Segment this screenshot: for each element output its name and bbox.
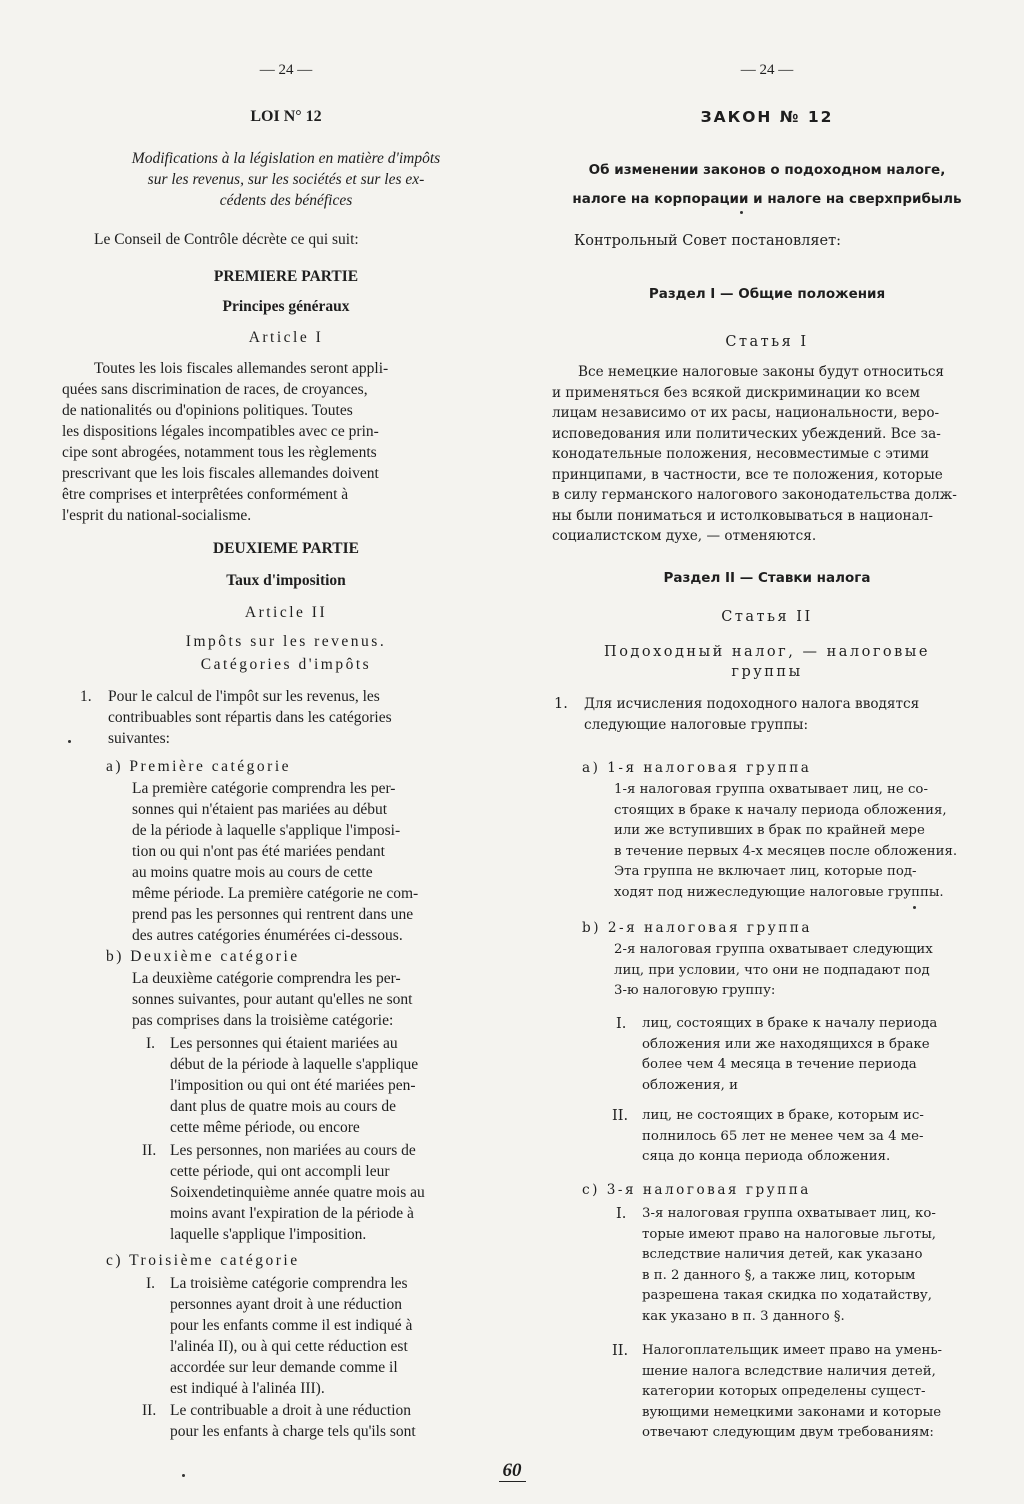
category-heading: с) 3-я налоговая группа <box>582 1182 811 1198</box>
part-heading: PREMIERE PARTIE <box>213 268 359 285</box>
subtitle-line: Modifications à la législation en matière d'impôts <box>131 150 441 167</box>
category-text: 1-я налоговая группа охватывает лиц, не со- стоящих в браке к началу периода обложения, или же вступивших в брак по крайней мере в течение первых 4-х месяцев после обложения. Эта группа не включает лиц, которые под- ходят под нижеследующие налоговые группы. <box>614 782 958 900</box>
paragraph-text: Pour le calcul de l'impôt sur les revenus, les contribuables sont répartis dans les catégories suivantes: <box>108 688 392 747</box>
category-text: La première catégorie comprendra les per- sonnes qui n'étaient pas mariées au début de la période à laquelle s'applique l'imposi- tion ou qui n'ont pas été mariées pendant au moins quatre mois au cours de cette même période. La première catégorie ne com- prend pas les personnes qui rentrent dans une des autres catégories énumérées ci-dessous. <box>132 780 419 944</box>
law-subtitle <box>62 148 510 211</box>
item-number: II. <box>142 1142 157 1159</box>
article-heading: Статья II <box>721 609 813 625</box>
item-number: I. <box>146 1275 156 1292</box>
law-title: LOI N° 12 <box>250 108 322 125</box>
article-paragraph: Все немецкие налоговые законы будут относиться и применяться без всякой дискриминации ко всем лицам независимо от их расы, национальности, веро- исповедования или политических убеждений. Все за- конодательные положения, несовместимые с этими принципами, в частности, все те положения, которые в силу германского налогового законодательства долж- ны были пониматься и истолковываться в национал- социалистском духе, — отменяются. <box>552 364 957 544</box>
section-heading: Раздел I — Общие положения <box>648 286 886 302</box>
article-heading: Article II <box>244 604 328 621</box>
part-subheading: Principes généraux <box>222 298 350 315</box>
article-paragraph: Toutes les lois fiscales allemandes seront appli- quées sans discrimination de races, de croyances, de nationalités ou d'opinions politiques. Toutes les dispositions légales incompatibles avec ce prin- cipe sont abrogées, notamment tous les règlements prescrivant que les lois fiscales allemandes doivent être comprises et interprêtées conformément à l'esprit du national-socialisme. <box>62 360 389 524</box>
article-subheading: Catégories d'impôts <box>200 656 372 673</box>
paragraph-number: 1. <box>80 688 92 705</box>
category-heading: b) Deuxième catégorie <box>106 948 300 965</box>
item-text: Les personnes qui étaient mariées au début de la période à laquelle s'applique l'imposition ou qui ont été mariées pen- dant plus de quatre mois au cours de cette même période, ou encore <box>170 1035 419 1136</box>
category-heading: c) Troisième catégorie <box>106 1252 300 1269</box>
part-subheading: Taux d'imposition <box>226 572 346 589</box>
article-heading: Article I <box>248 329 324 346</box>
item-number: I. <box>146 1035 156 1052</box>
subtitle-line: sur les revenus, sur les sociétés et sur les ex- <box>147 171 425 188</box>
category-text: La deuxième catégorie comprendra les per- sonnes suivantes, pour autant qu'elles ne sont pas comprises dans la troisième catégorie: <box>132 970 413 1029</box>
subtitle-line: Об изменении законов о подоходном налоге, <box>588 162 946 178</box>
item-number: I. <box>616 1206 627 1222</box>
item-text: Налогоплательщик имеет право на умень- шение налога вследствие наличия детей, категории которых определены сущест- вующими немецкими законами и которые отвечают следующим двум требованиям: <box>642 1343 943 1440</box>
item-number: II. <box>612 1108 629 1124</box>
item-text: Le contribuable a droit à une réduction pour les enfants à charge tels qu'ils sont <box>170 1402 416 1440</box>
page-footer-number: 60 <box>0 1460 1024 1482</box>
scan-speck <box>68 740 71 743</box>
subtitle-line: налоге на корпорации и налоге на сверхприбыль <box>572 191 962 207</box>
item-text: Les personnes, non mariées au cours de cette période, qui ont accompli leur Soixendetinquième année quatre mois au moins avant l'expiration de la période à laquelle s'applique l'imposition. <box>170 1142 425 1243</box>
scan-speck <box>740 211 743 214</box>
category-text: 2-я налоговая группа охватывает следующих лиц, при условии, что они не подпадают под 3-ю налоговую группу: <box>614 942 933 998</box>
item-number: I. <box>616 1016 627 1032</box>
law-subtitle <box>552 156 982 214</box>
category-heading: a) Première catégorie <box>106 758 292 775</box>
page-number: — 24 — <box>740 62 794 78</box>
law-title: ЗАКОН № 12 <box>700 108 834 126</box>
item-text: лиц, состоящих в браке к началу периода обложения или же находящихся в браке более чем 4 месяца в течение периода обложения, и <box>642 1016 938 1093</box>
category-heading: а) 1-я налоговая группа <box>582 760 812 776</box>
article-subheading: группы <box>731 664 803 680</box>
preamble: Le Conseil de Contrôle décrète ce qui suit: <box>94 231 359 248</box>
item-text: La troisième catégorie comprendra les personnes ayant droit à une réduction pour les enfants comme il est indiqué à l'alinéa II), ou à qui cette réduction est accordée sur leur demande comme il est indiqué à l'alinéa III). <box>170 1275 413 1397</box>
page-number: — 24 — <box>259 62 313 78</box>
preamble: Контрольный Совет постановляет: <box>574 233 842 249</box>
part-heading: DEUXIEME PARTIE <box>212 540 359 557</box>
article-subheading: Impôts sur les revenus. <box>185 633 387 650</box>
scan-speck <box>913 906 916 909</box>
article-subheading: Подоходный налог, — налоговые <box>604 644 930 660</box>
item-number: II. <box>142 1402 157 1419</box>
paragraph-text: Для исчисления подоходного налога вводятся следующие налоговые группы: <box>584 696 920 733</box>
item-text: лиц, не состоящих в браке, которым ис- полнилось 65 лет не менее чем за 4 ме- сяца до конца периода обложения. <box>642 1108 924 1164</box>
subtitle-line: cédents des bénéfices <box>219 192 353 209</box>
item-number: II. <box>612 1343 629 1359</box>
paragraph-number: 1. <box>554 696 568 712</box>
category-heading: b) 2-я налоговая группа <box>582 920 812 936</box>
article-heading: Статья I <box>725 334 809 350</box>
item-text: 3-я налоговая группа охватывает лиц, ко- торые имеют право на налоговые льготы, вследствие наличия детей, как указано в п. 2 данного §, а также лиц, которым разрешена такая скидка по ходатайству, как указано в п. 3 данного §. <box>642 1206 937 1324</box>
section-heading: Раздел II — Ставки налога <box>663 570 871 586</box>
